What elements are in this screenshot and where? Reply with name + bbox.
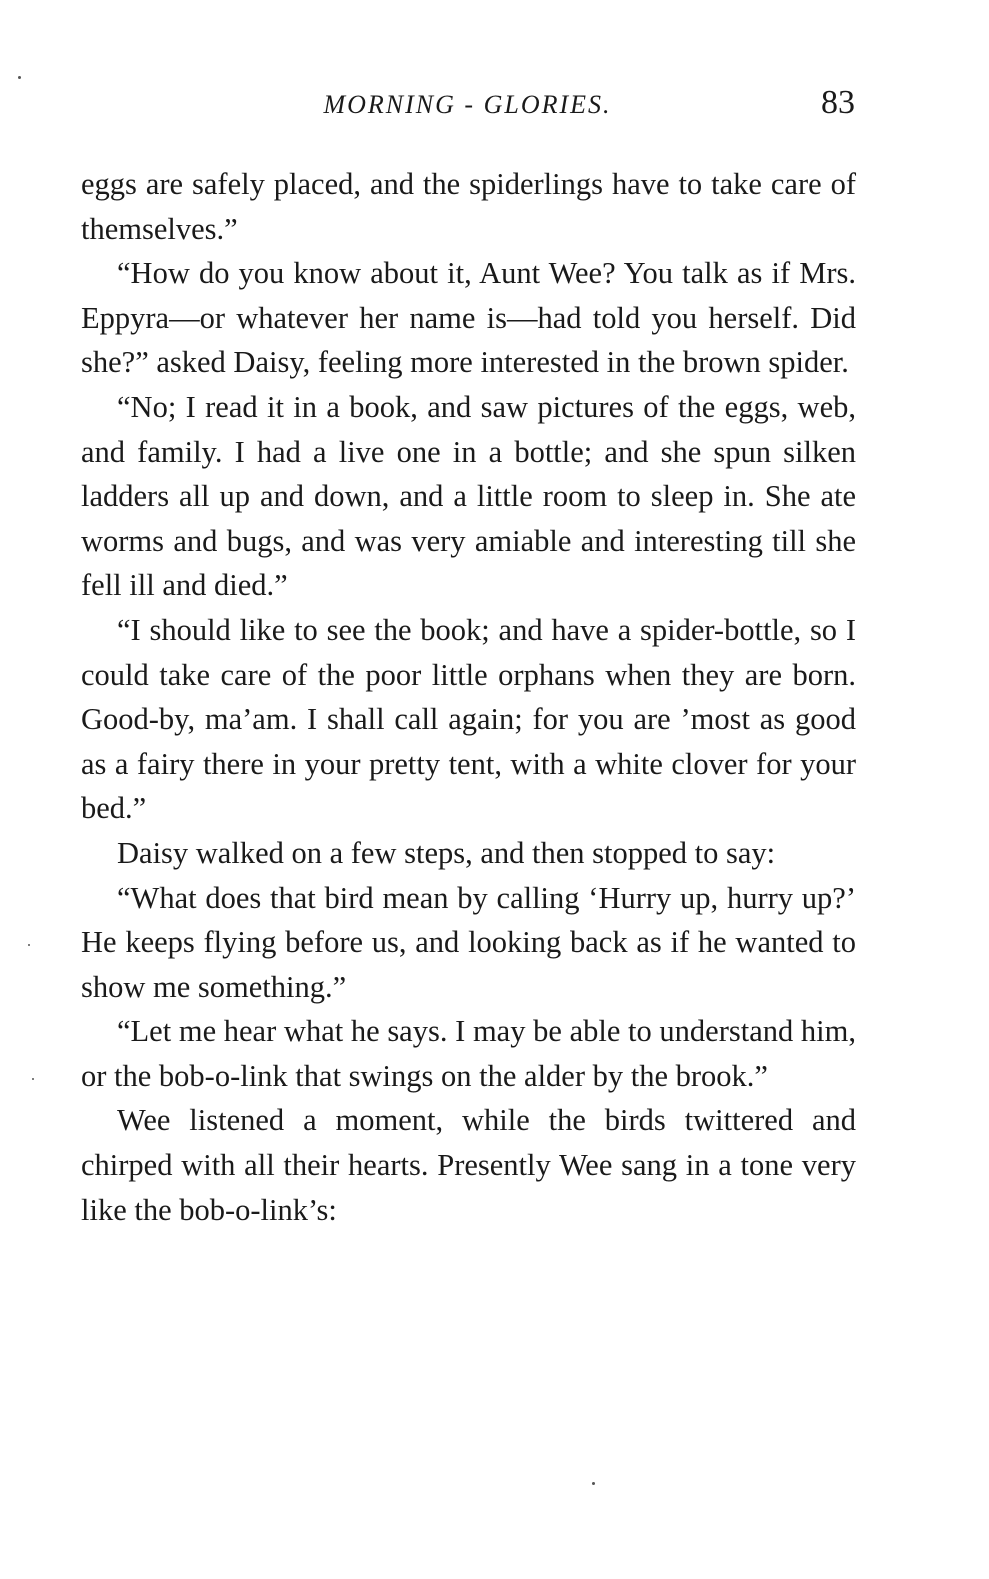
running-title: MORNING - GLORIES. [323, 90, 612, 119]
running-head [80, 84, 855, 124]
scan-speck [18, 76, 21, 79]
scan-speck [28, 944, 30, 946]
scan-speck [32, 1078, 34, 1080]
body-text [81, 162, 856, 1232]
paragraph-6: “What does that bird mean by calling ‘Hurry up, hurry up?’ He keeps flying before us, and looking back as if he wanted to show me something.” [81, 880, 856, 1004]
paragraph-3: “No; I read it in a book, and saw pictures of the eggs, web, and family. I had a live one in a bottle; and she spun silken ladders all up and down, and a little room to sleep in. She ate worms and bugs, and was very amiable and interesting till she fell ill and died.” [81, 389, 856, 603]
page-number: 83 [821, 84, 855, 121]
paragraph-4: “I should like to see the book; and have a spider-bottle, so I could take care of the poor little orphans when they are born. Good-by, ma’am. I shall call again; for you are ’most as good as a fairy there in your pretty tent, with a white clover for your bed.” [81, 612, 856, 826]
scan-speck [592, 1482, 595, 1485]
paragraph-7: “Let me hear what he says. I may be able to understand him, or the bob-o-link that swings on the alder by the brook.” [81, 1014, 856, 1093]
paragraph-8: Wee listened a moment, while the birds twittered and chirped with all their hearts. Presently Wee sang in a tone very like the bob-o-link’s: [81, 1103, 856, 1227]
paragraph-5: Daisy walked on a few steps, and then stopped to say: [117, 835, 776, 870]
paragraph-1: eggs are safely placed, and the spiderlings have to take care of themselves.” [81, 167, 856, 246]
paragraph-2: “How do you know about it, Aunt Wee? You talk as if Mrs. Eppyra—or whatever her name is—had told you herself. Did she?” asked Daisy, feeling more interested in the brown spider. [81, 256, 856, 380]
